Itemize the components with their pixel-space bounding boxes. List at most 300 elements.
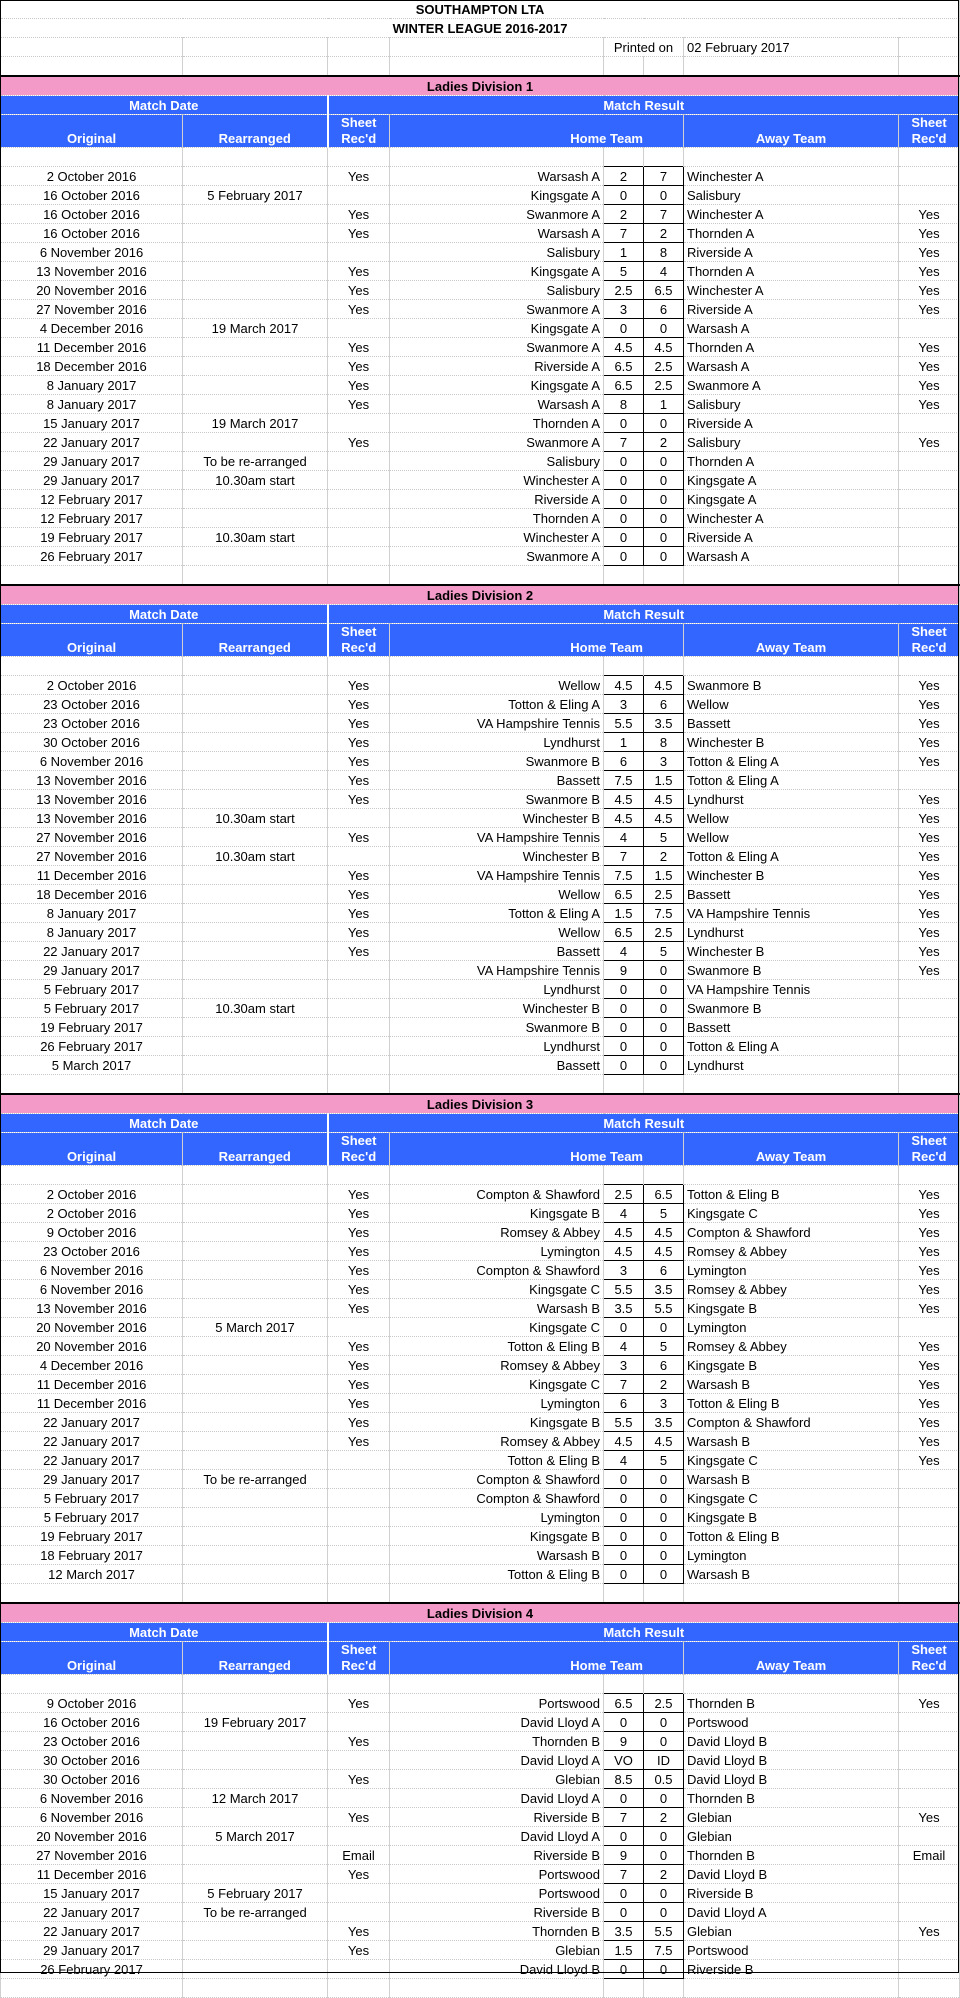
home-team: Portswood bbox=[390, 1884, 604, 1903]
sheet-received bbox=[328, 471, 390, 490]
rearranged-date bbox=[183, 1694, 328, 1713]
home-score: 0 bbox=[604, 471, 644, 490]
rearranged-date bbox=[183, 395, 328, 414]
home-score: 0 bbox=[604, 1489, 644, 1508]
original-date: 22 January 2017 bbox=[1, 433, 183, 452]
home-score: 6 bbox=[604, 752, 644, 771]
away-team: Thornden B bbox=[684, 1789, 899, 1808]
division-title-row bbox=[1, 585, 960, 605]
away-team: Warsash B bbox=[684, 1432, 899, 1451]
home-team: David Lloyd A bbox=[390, 1751, 604, 1770]
rearranged-date: 10.30am start bbox=[183, 847, 328, 866]
original-date: 9 October 2016 bbox=[1, 1223, 183, 1242]
home-team: Warsash B bbox=[390, 1546, 604, 1565]
away-score: 0 bbox=[644, 1037, 684, 1056]
home-team: Riverside A bbox=[390, 490, 604, 509]
away-team: Winchester A bbox=[684, 509, 899, 528]
sheet-received-away: Yes bbox=[899, 338, 960, 357]
sheet-received-away bbox=[899, 1770, 960, 1789]
header-match-result: Match Result bbox=[328, 96, 960, 115]
header-sheet-recd-away: Sheet Rec'd bbox=[899, 1133, 960, 1166]
away-team: Kingsgate B bbox=[684, 1508, 899, 1527]
sheet-received: Yes bbox=[328, 866, 390, 885]
sheet-received-away: Yes bbox=[899, 1413, 960, 1432]
header-sheet-recd: Sheet Rec'd bbox=[328, 1642, 390, 1675]
home-score: 6.5 bbox=[604, 376, 644, 395]
sheet-received-away bbox=[899, 1508, 960, 1527]
home-team: Lyndhurst bbox=[390, 980, 604, 999]
original-date: 15 January 2017 bbox=[1, 414, 183, 433]
home-team: Winchester B bbox=[390, 809, 604, 828]
header-match-date: Match Date bbox=[1, 96, 328, 115]
fixture-row bbox=[1, 1394, 960, 1413]
sheet-received bbox=[328, 1056, 390, 1075]
home-team: Lymington bbox=[390, 1394, 604, 1413]
fixture-row bbox=[1, 1337, 960, 1356]
sheet-received bbox=[328, 1751, 390, 1770]
rearranged-date bbox=[183, 1299, 328, 1318]
away-team: Totton & Eling B bbox=[684, 1394, 899, 1413]
title-season: WINTER LEAGUE 2016-2017 bbox=[1, 19, 960, 38]
away-team: Warsash A bbox=[684, 547, 899, 566]
sheet-received: Yes bbox=[328, 1694, 390, 1713]
header-rearranged: Rearranged bbox=[183, 1642, 328, 1675]
away-team: Riverside A bbox=[684, 528, 899, 547]
sheet-received: Yes bbox=[328, 281, 390, 300]
sheet-received: Yes bbox=[328, 1394, 390, 1413]
fixture-row bbox=[1, 1527, 960, 1546]
fixture-row bbox=[1, 828, 960, 847]
fixture-row bbox=[1, 547, 960, 566]
away-team: Salisbury bbox=[684, 395, 899, 414]
away-score: 5.5 bbox=[644, 1922, 684, 1941]
home-score: 0 bbox=[604, 1903, 644, 1922]
home-score: 0 bbox=[604, 186, 644, 205]
home-score: 4.5 bbox=[604, 1242, 644, 1261]
away-team: Warsash A bbox=[684, 357, 899, 376]
sheet-received-away: Yes bbox=[899, 847, 960, 866]
rearranged-date: 12 March 2017 bbox=[183, 1789, 328, 1808]
sheet-received: Yes bbox=[328, 1922, 390, 1941]
home-score: 5.5 bbox=[604, 1280, 644, 1299]
away-team: Totton & Eling B bbox=[684, 1185, 899, 1204]
away-score: 3.5 bbox=[644, 1280, 684, 1299]
home-team: Lyndhurst bbox=[390, 1037, 604, 1056]
fixture-row bbox=[1, 1694, 960, 1713]
away-score: 2 bbox=[644, 1375, 684, 1394]
rearranged-date bbox=[183, 1565, 328, 1584]
away-team: Romsey & Abbey bbox=[684, 1280, 899, 1299]
original-date: 26 February 2017 bbox=[1, 1960, 183, 1979]
sheet-received: Yes bbox=[328, 733, 390, 752]
original-date: 22 January 2017 bbox=[1, 1432, 183, 1451]
sheet-received: Yes bbox=[328, 1432, 390, 1451]
home-team: Lymington bbox=[390, 1242, 604, 1261]
home-team: Totton & Eling B bbox=[390, 1565, 604, 1584]
sheet-received-away: Yes bbox=[899, 1299, 960, 1318]
original-date: 2 October 2016 bbox=[1, 1204, 183, 1223]
sheet-received-away: Yes bbox=[899, 790, 960, 809]
sheet-received: Yes bbox=[328, 1185, 390, 1204]
division-title-row bbox=[1, 76, 960, 96]
original-date: 23 October 2016 bbox=[1, 1732, 183, 1751]
sheet-received-away: Yes bbox=[899, 1204, 960, 1223]
away-team: Swanmore B bbox=[684, 961, 899, 980]
sheet-received-away: Yes bbox=[899, 942, 960, 961]
home-team: Kingsgate B bbox=[390, 1527, 604, 1546]
fixture-row bbox=[1, 433, 960, 452]
home-score: 3 bbox=[604, 1261, 644, 1280]
home-team: Kingsgate A bbox=[390, 319, 604, 338]
sheet-received-away: Yes bbox=[899, 923, 960, 942]
original-date: 16 October 2016 bbox=[1, 205, 183, 224]
home-team: Romsey & Abbey bbox=[390, 1432, 604, 1451]
home-team: Salisbury bbox=[390, 452, 604, 471]
original-date: 26 February 2017 bbox=[1, 547, 183, 566]
sheet-received-away bbox=[899, 1960, 960, 1979]
sheet-received-away: Email bbox=[899, 1846, 960, 1865]
home-team: Kingsgate C bbox=[390, 1318, 604, 1337]
original-date: 6 November 2016 bbox=[1, 1789, 183, 1808]
original-date: 6 November 2016 bbox=[1, 1808, 183, 1827]
home-team: Kingsgate C bbox=[390, 1375, 604, 1394]
original-date: 8 January 2017 bbox=[1, 395, 183, 414]
fixture-row bbox=[1, 1960, 960, 1979]
sheet-received-away: Yes bbox=[899, 395, 960, 414]
rearranged-date bbox=[183, 1018, 328, 1037]
rearranged-date bbox=[183, 1489, 328, 1508]
fixture-row bbox=[1, 1037, 960, 1056]
title-row-1 bbox=[1, 0, 960, 19]
away-team: Riverside B bbox=[684, 1884, 899, 1903]
away-team: Kingsgate A bbox=[684, 471, 899, 490]
original-date: 16 October 2016 bbox=[1, 186, 183, 205]
away-score: 0 bbox=[644, 186, 684, 205]
sheet-received: Yes bbox=[328, 1732, 390, 1751]
sheet-received: Yes bbox=[328, 224, 390, 243]
fixture-row bbox=[1, 319, 960, 338]
fixture-row bbox=[1, 1280, 960, 1299]
rearranged-date bbox=[183, 205, 328, 224]
sheet-received-away: Yes bbox=[899, 281, 960, 300]
away-score: 0 bbox=[644, 1527, 684, 1546]
fixture-row bbox=[1, 866, 960, 885]
away-score: 3.5 bbox=[644, 714, 684, 733]
rearranged-date bbox=[183, 1941, 328, 1960]
home-score: 6.5 bbox=[604, 885, 644, 904]
original-date: 16 October 2016 bbox=[1, 224, 183, 243]
away-score: 0 bbox=[644, 1056, 684, 1075]
sheet-received bbox=[328, 1489, 390, 1508]
home-team: Swanmore B bbox=[390, 790, 604, 809]
header-away-team: Away Team bbox=[684, 624, 899, 657]
header-sheet-recd-away: Sheet Rec'd bbox=[899, 624, 960, 657]
rearranged-date bbox=[183, 1056, 328, 1075]
sheet-received: Yes bbox=[328, 262, 390, 281]
original-date: 2 October 2016 bbox=[1, 1185, 183, 1204]
sheet-received: Yes bbox=[328, 695, 390, 714]
sheet-received-away: Yes bbox=[899, 1242, 960, 1261]
away-score: 8 bbox=[644, 243, 684, 262]
rearranged-date: To be re-arranged bbox=[183, 1470, 328, 1489]
fixture-row bbox=[1, 1546, 960, 1565]
header-original: Original bbox=[1, 1133, 183, 1166]
home-team: David Lloyd A bbox=[390, 1789, 604, 1808]
fixture-row bbox=[1, 243, 960, 262]
rearranged-date bbox=[183, 547, 328, 566]
home-team: Compton & Shawford bbox=[390, 1185, 604, 1204]
away-team: Wellow bbox=[684, 828, 899, 847]
away-score: 7 bbox=[644, 205, 684, 224]
original-date: 27 November 2016 bbox=[1, 828, 183, 847]
away-team: Lyndhurst bbox=[684, 923, 899, 942]
rearranged-date bbox=[183, 262, 328, 281]
away-score: 6 bbox=[644, 300, 684, 319]
away-team: Winchester B bbox=[684, 866, 899, 885]
away-team: Portswood bbox=[684, 1941, 899, 1960]
blank-row bbox=[1, 657, 960, 676]
header-original: Original bbox=[1, 115, 183, 148]
header-row-columns bbox=[1, 1133, 960, 1166]
away-team: David Lloyd A bbox=[684, 1903, 899, 1922]
away-score: 3 bbox=[644, 1394, 684, 1413]
original-date: 12 February 2017 bbox=[1, 490, 183, 509]
home-team: Lyndhurst bbox=[390, 733, 604, 752]
away-team: Thornden A bbox=[684, 224, 899, 243]
fixture-row bbox=[1, 167, 960, 186]
sheet-received: Yes bbox=[328, 1337, 390, 1356]
home-score: 4.5 bbox=[604, 676, 644, 695]
sheet-received-away bbox=[899, 999, 960, 1018]
away-team: Totton & Eling A bbox=[684, 771, 899, 790]
sheet-received bbox=[328, 1884, 390, 1903]
rearranged-date bbox=[183, 752, 328, 771]
home-score: 7.5 bbox=[604, 866, 644, 885]
original-date: 8 January 2017 bbox=[1, 923, 183, 942]
away-score: 4.5 bbox=[644, 1223, 684, 1242]
original-date: 29 January 2017 bbox=[1, 1941, 183, 1960]
sheet-received: Yes bbox=[328, 1204, 390, 1223]
home-score: 1 bbox=[604, 733, 644, 752]
header-sheet-recd-away: Sheet Rec'd bbox=[899, 115, 960, 148]
fixture-row bbox=[1, 695, 960, 714]
away-score: 2 bbox=[644, 1808, 684, 1827]
sheet-received-away bbox=[899, 1941, 960, 1960]
fixture-row bbox=[1, 1808, 960, 1827]
original-date: 27 November 2016 bbox=[1, 847, 183, 866]
away-score: 3 bbox=[644, 752, 684, 771]
sheet-received bbox=[328, 1565, 390, 1584]
header-rearranged: Rearranged bbox=[183, 624, 328, 657]
sheet-received-away: Yes bbox=[899, 433, 960, 452]
away-score: 0 bbox=[644, 980, 684, 999]
original-date: 2 October 2016 bbox=[1, 676, 183, 695]
sheet-received: Yes bbox=[328, 357, 390, 376]
home-score: 0 bbox=[604, 1884, 644, 1903]
home-score: 0 bbox=[604, 1470, 644, 1489]
header-original: Original bbox=[1, 624, 183, 657]
sheet-received bbox=[328, 1470, 390, 1489]
home-score: 0 bbox=[604, 1960, 644, 1979]
printed-date: 02 February 2017 bbox=[684, 38, 899, 57]
blank-row bbox=[1, 1075, 960, 1095]
away-team: Kingsgate C bbox=[684, 1204, 899, 1223]
home-score: 5.5 bbox=[604, 714, 644, 733]
away-score: 5 bbox=[644, 1337, 684, 1356]
header-rearranged: Rearranged bbox=[183, 115, 328, 148]
original-date: 20 November 2016 bbox=[1, 281, 183, 300]
fixture-row bbox=[1, 809, 960, 828]
sheet-received bbox=[328, 1713, 390, 1732]
sheet-received-away bbox=[899, 1827, 960, 1846]
fixture-row bbox=[1, 1489, 960, 1508]
rearranged-date bbox=[183, 1770, 328, 1789]
home-team: Swanmore A bbox=[390, 338, 604, 357]
home-score: 0 bbox=[604, 1713, 644, 1732]
sheet-received bbox=[328, 186, 390, 205]
sheet-received: Yes bbox=[328, 338, 390, 357]
home-score: 0 bbox=[604, 490, 644, 509]
original-date: 11 December 2016 bbox=[1, 1865, 183, 1884]
fixture-row bbox=[1, 1884, 960, 1903]
sheet-received-away: Yes bbox=[899, 1337, 960, 1356]
division-title-row bbox=[1, 1094, 960, 1114]
away-score: 4 bbox=[644, 262, 684, 281]
home-score: 8.5 bbox=[604, 1770, 644, 1789]
home-score: 4 bbox=[604, 1204, 644, 1223]
rearranged-date bbox=[183, 961, 328, 980]
sheet-received bbox=[328, 414, 390, 433]
home-team: Totton & Eling A bbox=[390, 904, 604, 923]
rearranged-date bbox=[183, 1846, 328, 1865]
original-date: 27 November 2016 bbox=[1, 300, 183, 319]
fixture-row bbox=[1, 1242, 960, 1261]
away-team: VA Hampshire Tennis bbox=[684, 904, 899, 923]
home-team: Thornden B bbox=[390, 1732, 604, 1751]
fixture-row bbox=[1, 1770, 960, 1789]
rearranged-date: 5 February 2017 bbox=[183, 186, 328, 205]
original-date: 9 October 2016 bbox=[1, 1694, 183, 1713]
home-team: VA Hampshire Tennis bbox=[390, 714, 604, 733]
away-score: 6 bbox=[644, 1356, 684, 1375]
away-score: 2.5 bbox=[644, 1694, 684, 1713]
sheet-received: Yes bbox=[328, 1299, 390, 1318]
printed-label: Printed on bbox=[604, 38, 684, 57]
original-date: 11 December 2016 bbox=[1, 1394, 183, 1413]
home-team: VA Hampshire Tennis bbox=[390, 828, 604, 847]
fixture-row bbox=[1, 1470, 960, 1489]
spacer-row bbox=[1, 57, 960, 77]
blank-row bbox=[1, 1584, 960, 1604]
home-team: Warsash A bbox=[390, 167, 604, 186]
sheet-received-away bbox=[899, 1565, 960, 1584]
away-team: Swanmore A bbox=[684, 376, 899, 395]
rearranged-date bbox=[183, 866, 328, 885]
original-date: 30 October 2016 bbox=[1, 1770, 183, 1789]
fixture-row bbox=[1, 1451, 960, 1470]
sheet-received-away: Yes bbox=[899, 205, 960, 224]
sheet-received-away bbox=[899, 1470, 960, 1489]
home-team: Riverside B bbox=[390, 1808, 604, 1827]
fixture-row bbox=[1, 338, 960, 357]
fixture-row bbox=[1, 1732, 960, 1751]
sheet-received-away bbox=[899, 167, 960, 186]
sheet-received: Yes bbox=[328, 205, 390, 224]
away-team: Salisbury bbox=[684, 433, 899, 452]
away-score: 2.5 bbox=[644, 923, 684, 942]
division-title: Ladies Division 4 bbox=[1, 1603, 960, 1623]
away-score: 5 bbox=[644, 942, 684, 961]
fixture-row bbox=[1, 452, 960, 471]
original-date: 13 November 2016 bbox=[1, 262, 183, 281]
rearranged-date bbox=[183, 676, 328, 695]
fixture-row bbox=[1, 1413, 960, 1432]
sheet-received-away: Yes bbox=[899, 904, 960, 923]
fixture-row bbox=[1, 1299, 960, 1318]
header-row-groups bbox=[1, 1623, 960, 1642]
away-team: Bassett bbox=[684, 714, 899, 733]
blank-row bbox=[1, 1166, 960, 1185]
sheet-received-away: Yes bbox=[899, 752, 960, 771]
away-score: 7.5 bbox=[644, 1941, 684, 1960]
fixture-row bbox=[1, 1827, 960, 1846]
home-score: 0 bbox=[604, 999, 644, 1018]
sheet-received: Yes bbox=[328, 1770, 390, 1789]
home-score: 4 bbox=[604, 942, 644, 961]
division-title-row bbox=[1, 1603, 960, 1623]
original-date: 13 November 2016 bbox=[1, 1299, 183, 1318]
fixture-row bbox=[1, 224, 960, 243]
sheet-received bbox=[328, 528, 390, 547]
sheet-received bbox=[328, 1451, 390, 1470]
header-match-date: Match Date bbox=[1, 1114, 328, 1133]
rearranged-date bbox=[183, 1432, 328, 1451]
away-score: 4.5 bbox=[644, 338, 684, 357]
sheet-received bbox=[328, 999, 390, 1018]
home-score: 3.5 bbox=[604, 1299, 644, 1318]
sheet-received-away: Yes bbox=[899, 243, 960, 262]
fixture-row bbox=[1, 1375, 960, 1394]
rearranged-date bbox=[183, 1375, 328, 1394]
rearranged-date: 5 February 2017 bbox=[183, 1884, 328, 1903]
home-team: Portswood bbox=[390, 1865, 604, 1884]
rearranged-date bbox=[183, 1280, 328, 1299]
home-team: Swanmore A bbox=[390, 433, 604, 452]
fixture-row bbox=[1, 904, 960, 923]
sheet-received-away: Yes bbox=[899, 885, 960, 904]
away-team: Romsey & Abbey bbox=[684, 1337, 899, 1356]
away-team: Salisbury bbox=[684, 186, 899, 205]
rearranged-date bbox=[183, 433, 328, 452]
original-date: 19 February 2017 bbox=[1, 1527, 183, 1546]
sheet-received-away bbox=[899, 1018, 960, 1037]
away-team: Lyndhurst bbox=[684, 790, 899, 809]
sheet-received: Yes bbox=[328, 376, 390, 395]
sheet-received-away bbox=[899, 1037, 960, 1056]
away-score: 6.5 bbox=[644, 281, 684, 300]
header-match-result: Match Result bbox=[328, 1114, 960, 1133]
away-score: 0 bbox=[644, 1960, 684, 1979]
fixture-row bbox=[1, 1018, 960, 1037]
header-match-result: Match Result bbox=[328, 1623, 960, 1642]
sheet-received-away: Yes bbox=[899, 1432, 960, 1451]
sheet-received-away bbox=[899, 547, 960, 566]
home-score: 9 bbox=[604, 1732, 644, 1751]
original-date: 6 November 2016 bbox=[1, 752, 183, 771]
home-team: Swanmore A bbox=[390, 547, 604, 566]
sheet-received: Yes bbox=[328, 433, 390, 452]
division-title: Ladies Division 1 bbox=[1, 76, 960, 96]
